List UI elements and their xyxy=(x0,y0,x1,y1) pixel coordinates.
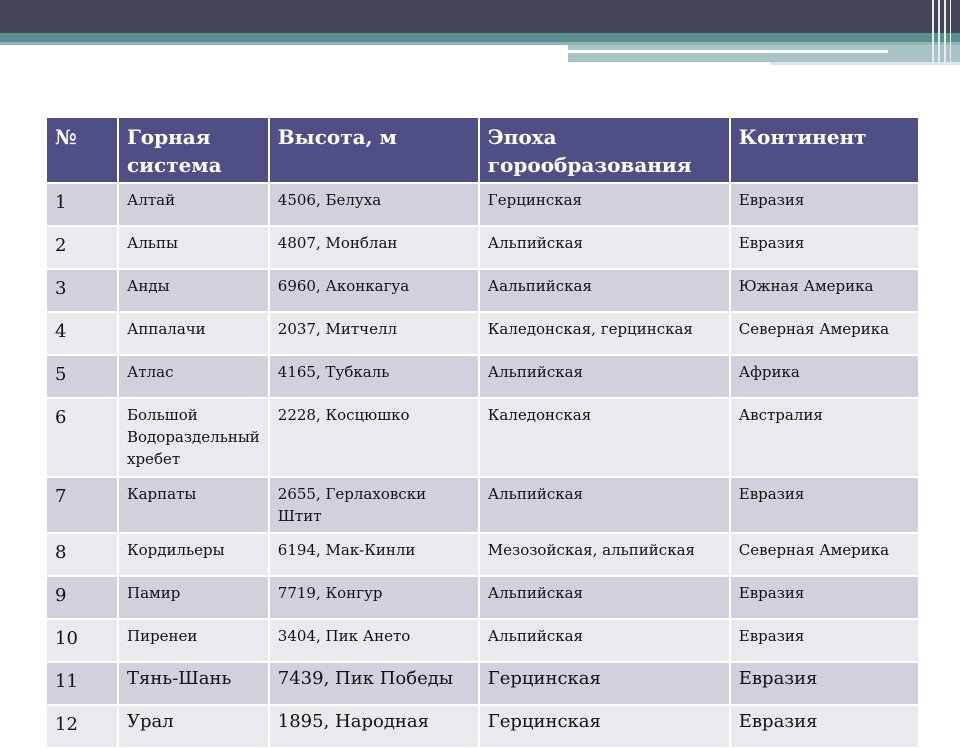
table-row xyxy=(46,576,919,619)
header-band-right-line xyxy=(568,50,888,53)
cell-orogeny-epoch: Альпийская xyxy=(479,355,730,398)
cell-continent: Евразия xyxy=(730,576,919,619)
cell-mountain-system: Карпаты xyxy=(118,477,269,533)
cell-mountain-system: Аппалачи xyxy=(118,312,269,355)
cell-mountain-system: Пиренеи xyxy=(118,619,269,662)
cell-number: 2 xyxy=(46,226,118,269)
decor-stripe xyxy=(932,0,934,64)
table-row xyxy=(46,183,919,226)
cell-number: 4 xyxy=(46,312,118,355)
table-row xyxy=(46,355,919,398)
cell-height: 7439, Пик Победы xyxy=(269,662,479,705)
cell-orogeny-epoch: Каледонская xyxy=(479,398,730,477)
table-row xyxy=(46,662,919,705)
cell-height: 7719, Конгур xyxy=(269,576,479,619)
cell-continent: Южная Америка xyxy=(730,269,919,312)
cell-number: 10 xyxy=(46,619,118,662)
header-orogeny-epoch: Эпоха горообразования xyxy=(479,117,730,183)
table-row xyxy=(46,619,919,662)
cell-orogeny-epoch: Герцинская xyxy=(479,662,730,705)
cell-orogeny-epoch: Альпийская xyxy=(479,226,730,269)
cell-height: 1895, Народная xyxy=(269,705,479,748)
cell-orogeny-epoch: Аальпийская xyxy=(479,269,730,312)
cell-orogeny-epoch: Герцинская xyxy=(479,183,730,226)
cell-mountain-system: Атлас xyxy=(118,355,269,398)
cell-mountain-system: Памир xyxy=(118,576,269,619)
cell-orogeny-epoch: Альпийская xyxy=(479,477,730,533)
cell-mountain-system: Анды xyxy=(118,269,269,312)
cell-orogeny-epoch: Альпийская xyxy=(479,576,730,619)
cell-continent: Евразия xyxy=(730,226,919,269)
cell-height: 3404, Пик Ането xyxy=(269,619,479,662)
cell-orogeny-epoch: Альпийская xyxy=(479,619,730,662)
cell-number: 7 xyxy=(46,477,118,533)
cell-number: 11 xyxy=(46,662,118,705)
cell-number: 3 xyxy=(46,269,118,312)
cell-number: 1 xyxy=(46,183,118,226)
header-mountain-system: Горная система xyxy=(118,117,269,183)
table-row xyxy=(46,477,919,533)
cell-height: 2228, Косцюшко xyxy=(269,398,479,477)
decor-stripe xyxy=(938,0,940,64)
header-band-dark xyxy=(0,0,960,33)
header-number: № xyxy=(46,117,118,183)
cell-orogeny-epoch: Герцинская xyxy=(479,705,730,748)
cell-number: 9 xyxy=(46,576,118,619)
cell-continent: Евразия xyxy=(730,705,919,748)
decor-stripe xyxy=(950,0,951,64)
table-row xyxy=(46,705,919,748)
cell-continent: Северная Америка xyxy=(730,533,919,576)
header-band-teal xyxy=(0,33,960,42)
cell-height: 2655, Герлаховски Штит xyxy=(269,477,479,533)
cell-number: 12 xyxy=(46,705,118,748)
table-row xyxy=(46,226,919,269)
header-band-right xyxy=(568,45,960,62)
cell-orogeny-epoch: Каледонская, герцинская xyxy=(479,312,730,355)
header-height: Высота, м xyxy=(269,117,479,183)
cell-number: 5 xyxy=(46,355,118,398)
cell-continent: Северная Америка xyxy=(730,312,919,355)
cell-continent: Африка xyxy=(730,355,919,398)
cell-continent: Австралия xyxy=(730,398,919,477)
cell-orogeny-epoch: Мезозойская, альпийская xyxy=(479,533,730,576)
cell-continent: Евразия xyxy=(730,662,919,705)
cell-mountain-system: Тянь-Шань xyxy=(118,662,269,705)
cell-height: 6194, Мак-Кинли xyxy=(269,533,479,576)
cell-continent: Евразия xyxy=(730,477,919,533)
cell-mountain-system: Урал xyxy=(118,705,269,748)
table-row xyxy=(46,269,919,312)
table-header-row xyxy=(46,117,919,183)
header-continent: Континент xyxy=(730,117,919,183)
table-row xyxy=(46,312,919,355)
table-row xyxy=(46,533,919,576)
cell-mountain-system: Альпы xyxy=(118,226,269,269)
cell-mountain-system: Кордильеры xyxy=(118,533,269,576)
cell-height: 4165, Тубкаль xyxy=(269,355,479,398)
cell-mountain-system: Алтай xyxy=(118,183,269,226)
cell-continent: Евразия xyxy=(730,183,919,226)
cell-height: 4807, Монблан xyxy=(269,226,479,269)
cell-number: 8 xyxy=(46,533,118,576)
cell-number: 6 xyxy=(46,398,118,477)
decor-stripe xyxy=(944,0,946,64)
cell-mountain-system: Большой Водораздельный хребет xyxy=(118,398,269,477)
cell-height: 2037, Митчелл xyxy=(269,312,479,355)
table-row xyxy=(46,398,919,477)
cell-continent: Евразия xyxy=(730,619,919,662)
cell-height: 6960, Аконкагуа xyxy=(269,269,479,312)
mountains-table xyxy=(45,116,920,749)
cell-height: 4506, Белуха xyxy=(269,183,479,226)
